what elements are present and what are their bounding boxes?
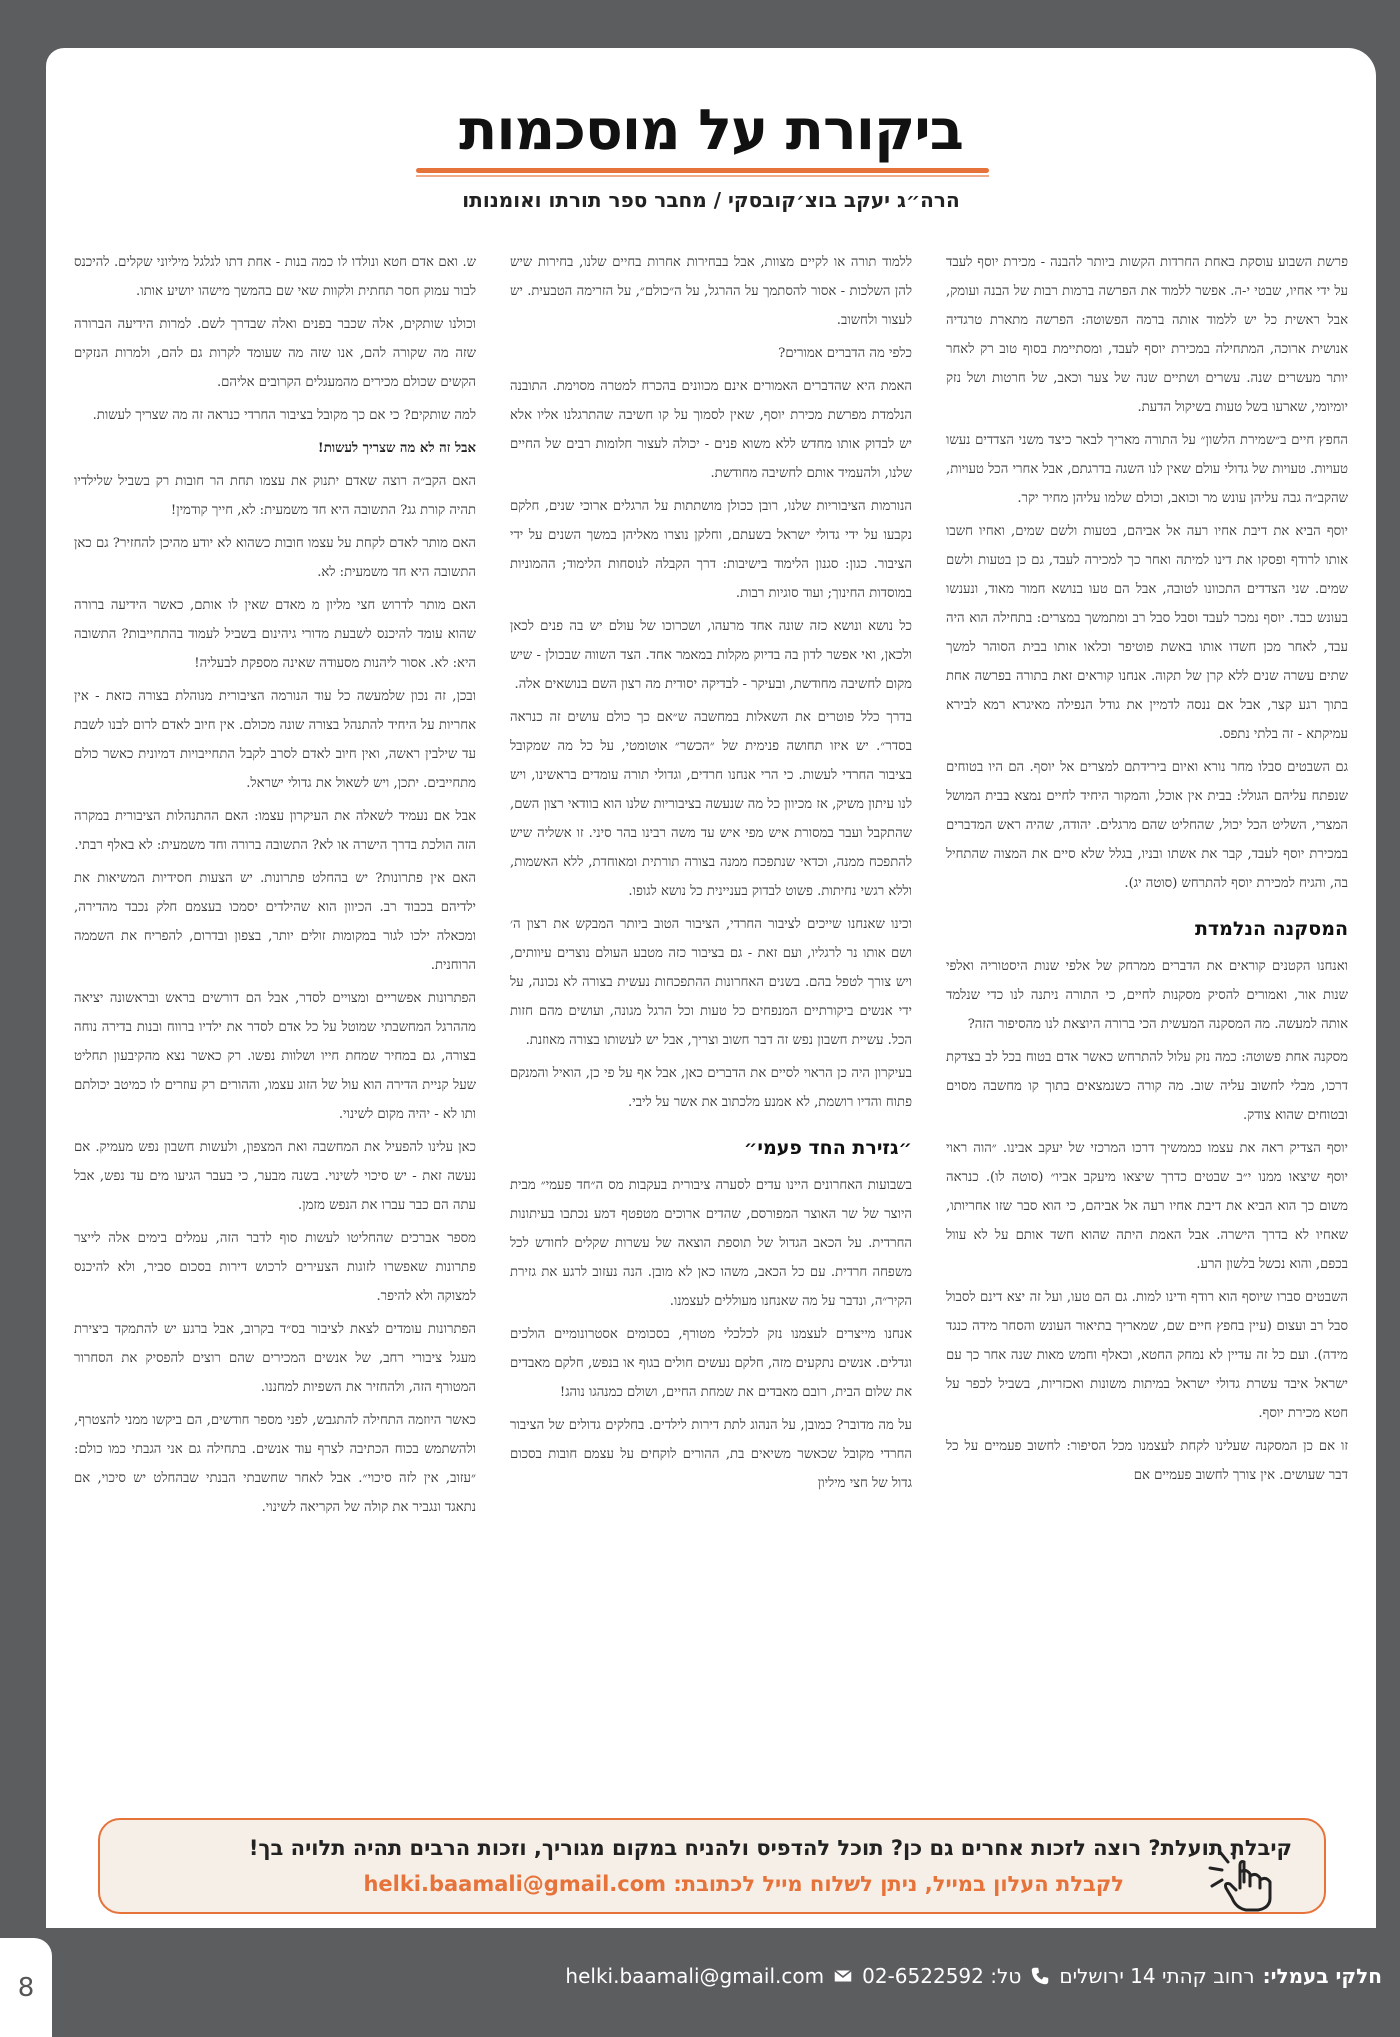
paragraph: האם מותר לדרוש חצי מליון מ מאדם שאין לו אותם, כאשר הידיעה ברורה שהוא עומד להיכנס לשבעת מדורי גיהינום בשביל לעמוד בהתחייבות? התשובה היא: לא. אסור ליהנות מסעודה שאינה מספקת לבעליה! — [74, 598, 476, 671]
paragraph: הנורמות הציבוריות שלנו, רובן ככולן מושתתות על הרגלים ארוכי שנים, חלקם נקבעו על ידי גדולי ישראל בשעתם, וחלקן נוצרו מאליהן במשך השנים על ידי הציבור. כגון: סגנון הלימוד בישיבות: דרך הקבלה לנוסחות הלימוד; ההמוניות במוסדות החינוך; ועוד סוגיות רבות. — [510, 499, 912, 601]
section-heading: ״גזירת החד פעמי״ — [743, 1137, 912, 1159]
paragraph: כלפי מה הדברים אמורים? — [778, 346, 912, 361]
paragraph: החפץ חיים ב״שמירת הלשון״ על התורה מאריך לבאר כיצד משני הצדדים נעשו טעויות. טעויות של גדולי עולם שאין לנו השגה בדרגתם, אבל אחרי הכל טעויות, שהקב״ה גבה עליהן עונש מר וכואב, וכולם שלמו עליהן מחיר יקר. — [946, 433, 1348, 506]
paragraph: בשבועות האחרונים היינו עדים לסערה ציבורית בעקבות מס ה״חד פעמי״ מבית היוצר של שר האוצר המפורסם, שהדים ארוכים מטפטף דמע נכתבו בעיתונות החרדית. על הכאב הגדול של תוספת הוצאה של עשרות שקלים לחודש לכל משפחה חרדית. עם כל הכאב, משהו כאן לא מובן. הנה נעזוב לרגע את גזירת הקיר״ה, ונדבר על מה שאנחנו מעוללים לעצמנו. — [510, 1178, 912, 1309]
paragraph: יוסף הצדיק ראה את עצמו כממשיך דרכו המרכזי של יעקב אבינו. ״הוה ראוי יוסף שיצאו ממנו י״ב שבטים כדרך שיצאו מיעקב אביו״ (סוטה לו). כנראה משום כך הוא הביא את דיבת אחיו רעה אל אביהם, כי הוא סבר שזו אחריותו, שאחיו לא בדרך הישרה. אבל האמת היתה שהוא חשד אותם על לא עוול בכפם, והוא נכשל בלשון הרע. — [946, 1141, 1348, 1272]
paragraph: זו אם כן המסקנה שעלינו לקחת לעצמנו מכל הסיפור: לחשוב פעמיים על כל דבר שעושים. אין צורך לחשוב פעמיים אם — [946, 1439, 1348, 1483]
paragraph: אנחנו מייצרים לעצמנו נזק לכלכלי מטורף, בסכומים אסטרונומיים הולכים וגדלים. אנשים נתקעים מזה, חלקם נעשים חולים בגוף או בנפש, חלקם מאבדים את שלום הבית, רובם מאבדים את שמחת החיים, ושולם כמנהגו נוהג! — [510, 1327, 912, 1400]
paragraph: האם מותר לאדם לקחת על עצמו חובות כשהוא לא יודע מהיכן להחזיר? גם כאן התשובה היא חד משמעית: לא. — [74, 536, 476, 580]
paragraph: ש. ואם אדם חטא ונולדו לו כמה בנות - אחת דתו לגלגל מיליוני שקלים. להיכנס לבור עמוק חסר תחתית ולקוות שאי שם בהמשך מישהו יושיע אותו. — [74, 255, 476, 299]
footer-phone: טל: 02-6522592 — [862, 1964, 1022, 1988]
phone-icon — [1029, 1965, 1051, 1987]
paragraph: גם השבטים סבלו מחר נורא ואיום בירידתם למצרים אל יוסף. הם היו בטוחים שנפתח עליהם הגולל: בבית אין אוכל, והמקור היחיד לחיים נמצא בבית המושל המצרי, השליט הכל יכול, שהחליט שהם מרגלים. יהודה, שהיה ראש המדברים במכירת יוסף לעבד, קבר את אשתו ובניו, בגלל שלא סיים את המצוה שהתחיל בה, והגיח למכירת יוסף להתרחש (סוטה יג). — [946, 760, 1348, 891]
share-callout-text: קיבלת תועלת? רוצה לזכות אחרים גם כן? תוכל להדפיס ולהניח במקום מגוריך, וזכות הרבים תהיה תלויה בך! — [248, 1836, 1292, 1860]
paragraph: הפתרונות אפשריים ומצויים לסדר, אבל הם דורשים בראש ובראשונה יציאה מההרגל המחשבתי שמוטל על כל אדם לסדר את ילדיו ברווח ובנות בדירה נוחה בצורה, גם במחיר שמחת חייו ושלוות נפשו. רק כאשר נצא מהקיבעון תחליט שעל קניית הדירה הוא עול של הזוג עצמו, וההורים רק עוזרים לו כמיטב יכולתם ותו לא - יהיה מקום לשינוי. — [74, 991, 476, 1122]
column-3 — [74, 248, 476, 1808]
paragraph: בעיקרון היה כן הראוי לסיים את הדברים כאן, אבל אף על פי כן, הואיל והמנקם פתוח והדיו רושמת, לא אמנע מלכתוב את אשר על ליבי. — [510, 1066, 912, 1110]
pointing-hand-icon — [1200, 1842, 1290, 1912]
article-columns — [74, 248, 1348, 1808]
column-1 — [946, 248, 1348, 1808]
title-underline — [416, 168, 989, 173]
paragraph: למה שותקים? כי אם כך מקובל בציבור החרדי כנראה זה מה שצריך לעשות. — [92, 408, 476, 423]
paragraph: האמת היא שהדברים האמורים אינם מכוונים בהכרח למטרה מסוימת. התובנה הנלמדת מפרשת מכירת יוסף, שאין לסמוך על קו חשיבה שהתרגלנו אליו אלא יש לבדוק אותו מחדש ללא משוא פנים - יכולה לעצור חלומות רבים של החיים שלנו, ולהעמיד אותם לחשיבה מחודשת. — [510, 379, 912, 481]
paragraph: פרשת השבוע עוסקת באחת החרדות הקשות ביותר להבנה - מכירת יוסף לעבד על ידי אחיו, שבטי י-ה. אפשר ללמוד את הפרשה ברמות רבות של הבנה ועומק, אבל ראשית כל יש ללמוד אותה ברמה הפשוטה: הפרשה מתארת טרגדיה אנושית ארוכה, המתחילה במכירת יוסף לעבד, ומסתיימת בסוף טוב רק לאחר יותר מעשרים שנה. עשרים ושתיים שנה של צער וכאב, של חרטות ושל נזק יומיומי, שארעו בשל טעות בשיקול הדעת. — [946, 255, 1348, 415]
paragraph: הפתרונות עומדים לצאת לציבור בס״ד בקרוב, אבל ברגע יש להתמקד ביצירת מעגל ציבורי רחב, של אנשים המכירים שהם רוצים להפסיק את הסחרור המטורף הזה, ולהחזיר את השפיות למחננו. — [74, 1322, 476, 1395]
paragraph: בדרך כלל פוטרים את השאלות במחשבה ש״אם כך כולם עושים זה כנראה בסדר״. יש איזו תחושה פנימית של ״הכשר״ אוטומטי, על כל מה שמקובל בציבור החרדי לעשות. כי הרי אנחנו חרדים, וגדולי תורה עומדים בראשינו, ויש לנו עיתון משיק, אז מכיוון כל מה שנעשה בציבוריות שלנו הוא בוודאי רצון השם, שהתקבל ועבר במסורת איש מפי איש עד משה רבינו בהר סיני. זו אשליה שיש להתפכח ממנה, וכדאי שנתפכח ממנה בצורה תורתית ומאוחדת, ללא האשמות, וללא רגשי נחיתות. פשוט לבדוק בעניינית כל נושא לגופו. — [510, 710, 912, 899]
paragraph: השבטים סברו שיוסף הוא רודף ודינו למות. גם הם טעו, ועל זה יצא דינם לסבול סבל רב ועצום (עיין בחפץ חיים שם, שמאריך בתיאור העונש והסחר מידה כנגד מידה). ועם כל זה עדיין לא נמחק החטא, וכאלף וחמש מאות שנה אחר כך עם ישראל איבד עשרת גדולי ישראל במיתות משונות ואכזריות, בשביל לכפר על חטא מכירת יוסף. — [946, 1290, 1348, 1421]
paragraph: על מה מדובר? כמובן, על הנהוג לתת דירות לילדים. בחלקים גדולים של הציבור החרדי מקובל שכאשר משיאים בת, ההורים לוקחים על עצמם חובות בסכום גדול של חצי מיליון — [510, 1418, 912, 1491]
article-title: ביקורת על מוסכמות — [459, 98, 963, 163]
article-byline: הרה״ג יעקב בוצ׳קובסקי / מחבר ספר תורתו ואומנותו — [462, 188, 960, 212]
footer-address: רחוב קהתי 14 ירושלים — [1059, 1964, 1255, 1988]
column-2 — [510, 248, 912, 1808]
paragraph: ואנחנו הקטנים קוראים את הדברים ממרחק של אלפי שנות היסטוריה ואלפי שנות אור, ואמורים להסיק מסקנות לחיים, כי התורה ניתנה לנו כדי שנלמד אותה למעשה. מה המסקנה המעשית הכי ברורה היוצאת לנו מהסיפור הזה? — [946, 959, 1348, 1032]
page-number: 8 — [0, 1938, 52, 2037]
footer-email-link[interactable]: helki.baamali@gmail.com — [565, 1964, 825, 1988]
paragraph: האם הקב״ה רוצה שאדם יתנוק את עצמו תחת הר חובות רק בשביל שלילדיו תהיה קורת גג? התשובה היא חד משמעית: לא, חייך קודמין! — [74, 474, 476, 518]
paragraph: ובכן, זה נכון שלמעשה כל עוד הנורמה הציבורית מנוהלת בצורה כזאת - אין אחריות על היחיד להתנהל בצורה שונה מכולם. אין חיוב לאדם לרום לבנו לשבת עד שילבין ראשה, ואין חיוב לאדם לסרב לקבל התחייבויות דמיונית כאשר כולם מתחייבים. יתכן, ויש לשאול את גדולי ישראל. — [74, 689, 476, 791]
subscribe-email-link[interactable]: לקבלת העלון במייל, ניתן לשלוח מייל לכתובת: helki.baamali@gmail.com — [363, 1872, 1124, 1896]
section-heading: המסקנה הנלמדת — [1194, 918, 1348, 940]
paragraph: כאן עלינו להפעיל את המחשבה ואת המצפון, ולעשות חשבון נפש מעמיק. אם נעשה זאת - יש סיכוי לשינוי. בשנה מבער, כי בעבר הגיעו מים עד נפש, אבל עתה הם כבר עברו את הנפש מזמן. — [74, 1140, 476, 1213]
paragraph: ללמוד תורה או לקיים מצוות, אבל בבחירות אחרות בחיים שלנו, בחירות שיש להן השלכות - אסור להסתמך על ההרגל, על ה״כולם״, על הזרימה הטבעית. יש לעצור ולחשוב. — [510, 255, 912, 328]
paragraph: אבל אם נעמיד לשאלה את העיקרון עצמו: האם ההתנהלות הציבורית במקרה הזה הולכת בדרך הישרה או לא? התשובה ברורה וחד משמעית: לא באלף רבתי. — [74, 809, 476, 853]
footer-bar — [0, 1938, 1400, 2037]
footer-label: חלקי בעמלי: — [1262, 1964, 1382, 1988]
footer-contact — [565, 1964, 1382, 1988]
paragraph-bold: אבל זה לא מה שצריך לעשות! — [317, 441, 476, 456]
paragraph: וכינו שאנחנו שייכים לציבור החרדי, הציבור הטוב ביותר המבקש את רצון ה׳ ושם אותו נר לרגליו, ועם זאת - גם בציבור כזה מטבע העולם נוצרים עיוותים, ויש צורך לטפל בהם. בשנים האחרונות ההתפכחות נעשית בצורה לא נכונה, על ידי אנשים ביקורתיים המנפחים כל טעות וכל הרגל מגונה, ועושים מהם חזות הכל. עשיית חשבון נפש זה דבר חשוב וצריך, אבל יש לעשותו בצורה מאוזנת. — [510, 917, 912, 1048]
paragraph: וכולנו שותקים, אלה שכבר בפנים ואלה שבדרך לשם. למרות הידיעה הברורה שזה מה שקורה להם, אנו שזה מה שעומד לקרות גם להם, ולמרות הנזקים הקשים שכולם מכירים מהמעגלים הקרובים אליהם. — [74, 317, 476, 390]
email-icon — [832, 1965, 854, 1987]
article-page — [46, 48, 1376, 1928]
paragraph: כל נושא ונושא כזה שונה אחד מרעהו, ושכרוכו של עולם יש בה פנים לכאן ולכאן, ואי אפשר לדון בה בדיוק מקלות במאמר אחד. הצד השווה שבכולן - שיש מקום לחשיבה מחודשת, ובעיקר - לבדיקה יסודית מה רצון השם בנושאים אלה. — [510, 619, 912, 692]
paragraph: מסקנה אחת פשוטה: כמה נזק עלול להתרחש כאשר אדם בטוח בכל לב בצדקת דרכו, מבלי לחשוב עליה שוב. מה קורה כשנמצאים בתוך קו מחשבה מסוים ובטוחים שהוא צודק. — [946, 1050, 1348, 1123]
paragraph: יוסף הביא את דיבת אחיו רעה אל אביהם, בטעות ולשם שמים, ואחיו חשבו אותו לרודף ופסקו את דינו למיתה ואחר כך למכירה לעבד, גם כן בטעות ולשם שמים. שני הצדדים התכוונו לטובה, אבל הם טעו בנושא חמור מאוד, ונענשו בעונש כבד. יוסף נמכר לעבד וסבל סבל רב ומתמשך במצרים: בתחילה הוא היה עבד, לאחר מכן חשדו אותו באשת פוטיפר וכלאו אותו בבית הסוהר למשך שתים עשרה שנים ללא קרן של תקוה. אנחנו קוראים זאת בתורה בפרשה אחת בתוך רגע קצר, אבל אם ננסה לדמיין את גודל הנפילה מאיגרא רמא לבירא עמיקתא - זה בלתי נתפס. — [946, 524, 1348, 742]
paragraph: מספר אברכים שהחליטו לעשות סוף לדבר הזה, עמלים בימים אלה לייצר פתרונות שאפשרו לזוגות הצעירים לרכוש דירות בסכום סביר, ולא להיכנס למצוקה ולא להיפר. — [74, 1231, 476, 1304]
paragraph: האם אין פתרונות? יש בהחלט פתרונות. יש הצעות חסידיות המשיאות את ילדיהם בכבוד רב. הכיוון הוא שהילדים יסמכו בעצמם חלק נכבד מהדירה, ומכאלה ילכו לגור במקומות זולים יותר, בצפון ובדרום, להפריח את השממה הרוחנית. — [74, 871, 476, 973]
share-callout — [98, 1818, 1326, 1914]
paragraph: כאשר היוזמה התחילה להתגבש, לפני מספר חודשים, הם ביקשו ממני להצטרף, ולהשתמש בכוח הכתיבה לצרף עוד אנשים. בתחילה גם אני הגבתי כמו כולם: ״עזוב, אין לזה סיכוי״. אבל לאחר שחשבתי הבנתי שבהחלט יש סיכוי, אם נתאגד ונגביר את קולה של הקריאה לשינוי. — [74, 1413, 476, 1515]
